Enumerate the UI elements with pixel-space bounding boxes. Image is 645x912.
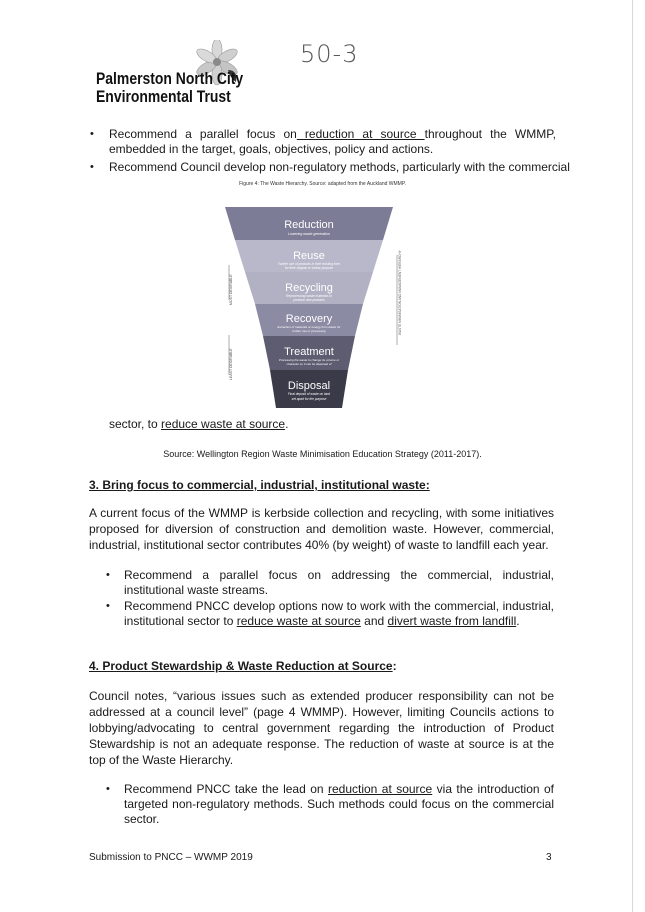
intro-bullet-2: Recommend Council develop non-regulatory methods, particularly with the commercial (109, 160, 570, 174)
tier-recycling-label: Recycling (285, 282, 333, 294)
logo-line-2: Environmental Trust (96, 87, 231, 106)
tier-disposal-desc-2: set apart for the purpose (291, 397, 327, 401)
bullet-dot: • (106, 783, 110, 795)
tier-reuse-desc: Further use of products in their existing form (277, 262, 341, 266)
reduction-at-source-link: reduction at source (296, 127, 425, 141)
logo (96, 40, 276, 110)
tier-recycling-desc-2: produce new products (293, 298, 325, 302)
bullet-dot: • (90, 128, 94, 140)
section-3-bullet-2: Recommend PNCC develop options now to work with the commercial, industrial, institutional sector to reduce waste at source and divert waste from landfill. (124, 599, 554, 628)
tier-treatment-desc: Processing the waste to change its volume or (278, 358, 340, 362)
right-axis-label: WASTE MINIMISATION AND MANAGEMENT HIERARCHY (398, 250, 402, 335)
figure-source: Source: Wellington Region Waste Minimisation Education Strategy (2011-2017). (163, 449, 482, 459)
divert-waste-from-landfill-link: divert waste from landfill (387, 614, 517, 628)
section-4-paragraph: Council notes, “various issues such as extended producer responsibility can not be addressed at a council level” (page 4 WMMP). However, limiting Councils actions to lobbying/advocating to central government regarding the introduction of Product Stewardship is not an adequate response. The reduction of waste at source is at the top of the Waste Hierarchy. (89, 689, 554, 767)
section-4-heading: 4. Product Stewardship & Waste Reduction at Source: (89, 659, 397, 673)
bullet-dot: • (106, 600, 110, 612)
section-3-paragraph: A current focus of the WMMP is kerbside collection and recycling, with some initiatives proposed for diversion of construction and demolition waste. However, commercial, industrial, institutional sector contributes 40% (by weight) of waste to landfill each year. (89, 506, 554, 552)
intro-bullet-1: Recommend a parallel focus on reduction at source throughout the WMMP, embedded in the target, goals, objectives, policy and actions. (109, 127, 556, 156)
bullet-dot: • (90, 161, 94, 173)
handwritten-note: 50-3 (300, 40, 359, 68)
intro-bullet-2-continuation: sector, to reduce waste at source. (109, 417, 289, 431)
tier-recovery-label: Recovery (285, 313, 333, 325)
bullet-dot: • (106, 569, 110, 581)
reduce-waste-at-source-link: reduce waste at source (161, 417, 286, 431)
figure-caption: Figure 4: The Waste Hierarchy. Source: adapted from the Auckland WMMP. (239, 181, 406, 187)
left-axis-bottom-label: LEAST DESIRABLE (229, 348, 233, 380)
tier-recovery-desc-2: further use or processing (292, 329, 326, 333)
tier-reuse-label: Reuse (293, 250, 325, 262)
left-axis-top-label: MOST DESIRABLE (229, 274, 233, 305)
footer-left: Submission to PNCC – WWMP 2019 (89, 852, 253, 863)
tier-disposal-label: Disposal (287, 380, 331, 392)
tier-reduction-label: Reduction (284, 219, 334, 231)
tier-reduction-desc: Lowering waste generation (288, 232, 330, 236)
logo-line-1: Palmerston North City (96, 69, 244, 88)
tier-treatment-desc-2: character so it can be disposed of (286, 362, 332, 366)
section-3-bullet-1: Recommend a parallel focus on addressing the commercial, industrial, institutional waste streams. (124, 568, 554, 597)
page-number: 3 (546, 852, 552, 863)
tier-recovery-desc: Extraction of materials or energy from waste for (277, 325, 341, 329)
reduction-at-source-link: reduction at source (327, 782, 433, 796)
tier-recycling-desc: Reprocessing waste materials to (285, 294, 333, 298)
tier-treatment-label: Treatment (284, 346, 334, 358)
section-3-heading: 3. Bring focus to commercial, industrial, institutional waste: (89, 478, 430, 492)
reduce-waste-at-source-link: reduce waste at source (236, 614, 361, 628)
waste-hierarchy-figure (215, 195, 415, 415)
tier-disposal-desc: Final deposit of waste on land (287, 392, 331, 396)
tier-reuse-desc-2: for their original or similar purpose (284, 266, 334, 270)
section-4-bullet: Recommend PNCC take the lead on reduction at source via the introduction of targeted non-regulatory methods. Such methods could focus on the commercial sector. (124, 782, 555, 826)
